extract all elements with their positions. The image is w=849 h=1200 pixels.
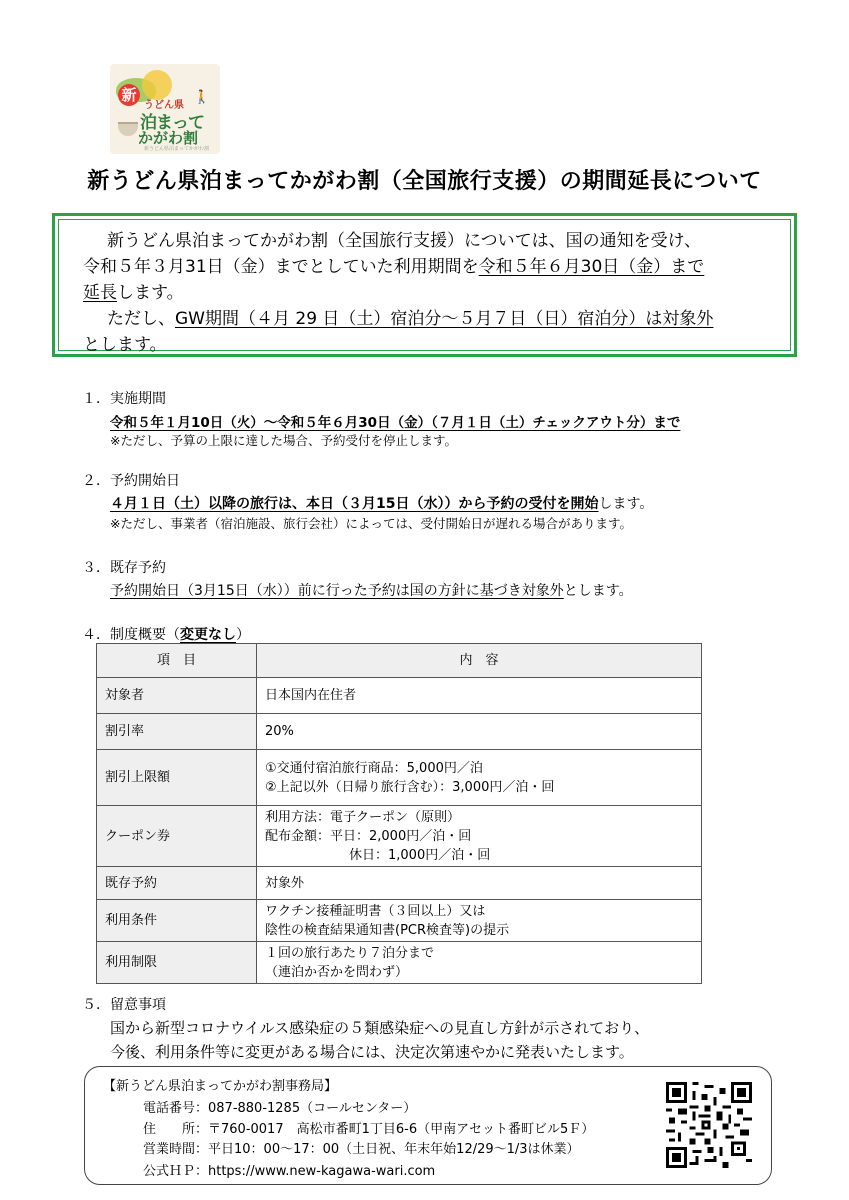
table-row <box>97 867 702 900</box>
notice-text <box>83 228 783 358</box>
table-cell-item: 割引率 <box>97 714 257 750</box>
logo-circle-mark: 新 <box>118 84 140 106</box>
table-header-item: 項 目 <box>97 644 257 678</box>
section-2-note: ※ただし、事業者（宿泊施設、旅行会社）によっては、受付開始日が遅れる場合があります。 <box>110 516 632 531</box>
notice-p1-extend: 延長 <box>83 283 117 303</box>
table-cell-content <box>257 867 702 900</box>
section-1-heading: １．実施期間 <box>82 391 166 407</box>
section-5-line-1: 国から新型コロナウイルス感染症の５類感染症への見直し方針が示されており、 <box>110 1019 650 1037</box>
table-cell-item: 既存予約 <box>97 867 257 900</box>
table-row <box>97 678 702 714</box>
table-cell-content <box>257 678 702 714</box>
table-cell-content <box>257 714 702 750</box>
table-row <box>97 942 702 984</box>
logo-people-icon: 🚶 <box>193 90 210 105</box>
logo-text-line1: うどん県 <box>144 100 184 111</box>
section-3-heading: ３．既存予約 <box>82 560 166 576</box>
notice-p1-new-date: 令和５年６月30日（金）まで <box>478 257 705 277</box>
section-4-heading-text: ４．制度概要（ <box>82 627 180 643</box>
logo-text-line3: かがわ割 <box>138 129 199 147</box>
office-phone: 電話番号：087-880-1285（コールセンター） <box>143 1101 417 1116</box>
table-row <box>97 900 702 942</box>
table-cell-line: ワクチン接種証明書（３回以上）又は <box>265 903 486 919</box>
section-1-period: 令和５年１月10日（火）〜令和５年６月30日（金）（７月１日（土）チェックアウト分）まで <box>110 415 681 431</box>
section-2-start-date: ４月１日（土）以降の旅行は、本日（３月15日（水））から予約の受付を開始 <box>110 496 599 512</box>
section-3-existing-reservations: 予約開始日（3月15日（水））前に行った予約は国の方針に基づき対象外 <box>110 583 564 599</box>
office-website-link[interactable]: 公式ＨＰ：https://www.new-kagawa-wari.com <box>143 1164 436 1179</box>
table-cell-content <box>257 806 702 867</box>
section-3-line <box>110 580 633 600</box>
notice-p2-a: ただし、 <box>107 309 175 329</box>
table-header-row <box>97 644 702 678</box>
table-cell-line: 配布金額：平日：2,000円／泊・回 <box>265 828 472 844</box>
qr-code-image <box>666 1082 752 1168</box>
section-4-heading-end: ） <box>236 627 250 643</box>
table-cell-line: 陰性の検査結果通知書(PCR検査等)の提示 <box>265 922 510 938</box>
table-cell-line: （連泊か否かを問わず） <box>265 964 409 980</box>
section-2-line <box>110 493 653 513</box>
logo-text-line2: 泊まって <box>140 113 204 133</box>
table-cell-content <box>257 900 702 942</box>
table-cell-line: 休日：1,000円／泊・回 <box>349 847 491 863</box>
table-cell-line: 対象外 <box>265 875 305 891</box>
table-row <box>97 750 702 806</box>
section-5-heading: ５．留意事項 <box>82 997 166 1013</box>
office-hours: 営業時間：平日10：00〜17：00（土日祝、年末年始12/29〜1/3は休業） <box>143 1142 580 1157</box>
overview-table <box>96 643 702 984</box>
notice-p1-a: 新うどん県泊まってかがわ割（全国旅行支援）については、国の通知を受け、 <box>107 231 701 251</box>
office-name: 【新うどん県泊まってかがわ割事務局】 <box>103 1079 338 1094</box>
section-4-no-change: 変更なし <box>180 627 236 643</box>
notice-paragraph-1 <box>83 228 783 306</box>
logo-small-text: 新うどん県泊まってかがわ割 <box>144 146 210 152</box>
office-address: 住 所：〒760-0017 高松市番町1丁目6-6（甲南アセット番町ビル5Ｆ） <box>143 1122 595 1137</box>
notice-paragraph-2 <box>83 306 783 358</box>
table-cell-item: 割引上限額 <box>97 750 257 806</box>
section-1-note: ※ただし、予算の上限に達した場合、予約受付を停止します。 <box>110 433 457 448</box>
table-cell-item: クーポン券 <box>97 806 257 867</box>
notice-p1-e: します。 <box>117 283 184 303</box>
page-title: 新うどん県泊まってかがわ割（全国旅行支援）の期間延長について <box>87 169 762 194</box>
table-cell-line: 20% <box>265 724 294 739</box>
table-cell-line: 日本国内在住者 <box>265 688 357 703</box>
table-cell-item: 対象者 <box>97 678 257 714</box>
table-header-content: 内 容 <box>257 644 702 678</box>
table-cell-content <box>257 750 702 806</box>
table-cell-line: ②上記以外（日帰り旅行含む）：3,000円／泊・回 <box>265 779 555 795</box>
table-cell-content <box>257 942 702 984</box>
table-cell-line: ①交通付宿泊旅行商品：5,000円／泊 <box>265 760 483 776</box>
section-3-line-rest: とします。 <box>563 583 633 599</box>
notice-box <box>52 213 797 357</box>
table-cell-item: 利用制限 <box>97 942 257 984</box>
table-cell-item: 利用条件 <box>97 900 257 942</box>
logo <box>110 64 220 154</box>
notice-p2-gw-exclusion: GW期間（４月 29 日（土）宿泊分〜５月７日（日）宿泊分）は対象外 <box>175 309 714 329</box>
section-2-heading: ２．予約開始日 <box>82 473 180 489</box>
table-cell-line: 利用方法：電子クーポン（原則） <box>265 809 461 825</box>
section-5-line-2: 今後、利用条件等に変更がある場合には、決定次第速やかに発表いたします。 <box>110 1043 634 1061</box>
section-2-line-rest: します。 <box>598 496 654 512</box>
notice-p1-b: 令和５年３月31日（金）までとしていた利用期間を <box>83 257 479 277</box>
table-row <box>97 806 702 867</box>
table-row <box>97 714 702 750</box>
table-cell-line: １回の旅行あたり７泊分まで <box>265 945 435 961</box>
section-4-heading <box>82 624 250 644</box>
notice-p2-c: とします。 <box>83 335 167 355</box>
